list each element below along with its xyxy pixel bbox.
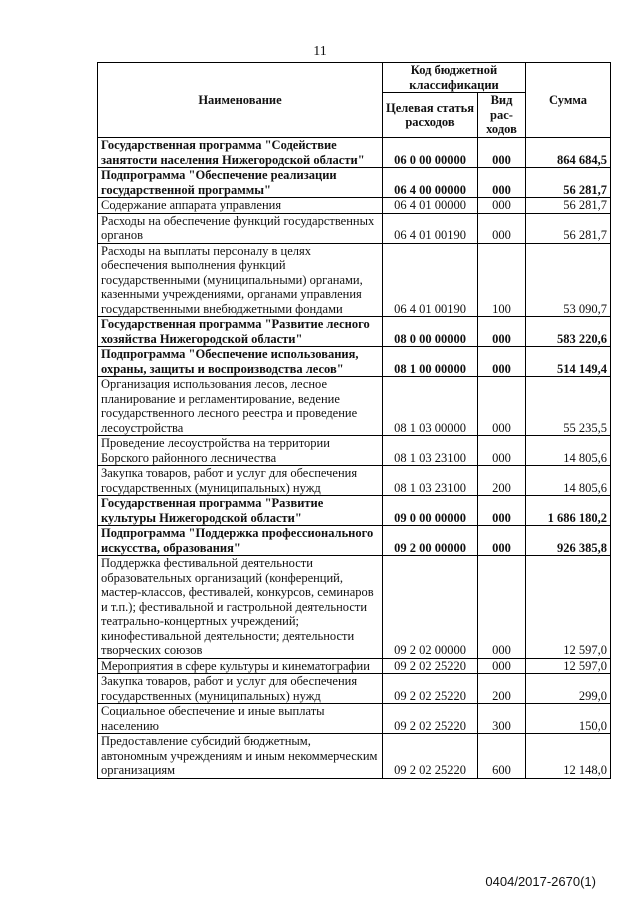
table-row: [98, 317, 611, 347]
row-sum: 583 220,6: [526, 317, 611, 347]
row-sum: 12 597,0: [526, 658, 611, 674]
row-name: Социальное обеспечение и иные выплаты населению: [98, 704, 383, 734]
row-name: Организация использования лесов, лесное планирование и регламентирование, ведение государственного лесного реестра и проведение лесоустройства: [98, 377, 383, 436]
row-target-article: 08 1 03 00000: [383, 377, 478, 436]
row-name: Закупка товаров, работ и услуг для обеспечения государственных (муниципальных) нужд: [98, 466, 383, 496]
row-sum: 299,0: [526, 674, 611, 704]
row-expense-kind: 000: [478, 377, 526, 436]
row-expense-kind: 000: [478, 496, 526, 526]
row-name: Государственная программа "Содействие занятости населения Нижегородской области": [98, 138, 383, 168]
row-expense-kind: 000: [478, 347, 526, 377]
row-name: Предоставление субсидий бюджетным, автономным учреждениям и иным некоммерческим организациям: [98, 734, 383, 779]
table-body: [98, 138, 611, 779]
budget-table: [97, 62, 611, 779]
header-sum: Сумма: [526, 63, 611, 138]
row-sum: 864 684,5: [526, 138, 611, 168]
row-name: Поддержка фестивальной деятельности образовательных организаций (конференций, мастер-классов, фестивалей, конкурсов, семинаров и т.п.); фестивальной и гастрольной деятельности театрально-концертных учреждений; кинофестивальной деятельности; деятельности творческих союзов: [98, 556, 383, 659]
row-target-article: 09 2 02 25220: [383, 658, 478, 674]
row-name: Содержание аппарата управления: [98, 198, 383, 214]
row-sum: 12 148,0: [526, 734, 611, 779]
row-name: Подпрограмма "Обеспечение использования, охраны, защиты и воспроизводства лесов": [98, 347, 383, 377]
document-code: 0404/2017-2670(1): [485, 874, 596, 889]
row-expense-kind: 200: [478, 674, 526, 704]
row-name: Государственная программа "Развитие лесного хозяйства Нижегородской области": [98, 317, 383, 347]
row-expense-kind: 100: [478, 243, 526, 317]
table-row: [98, 526, 611, 556]
row-name: Проведение лесоустройства на территории Борского районного лесничества: [98, 436, 383, 466]
table-row: [98, 213, 611, 243]
row-target-article: 06 4 01 00190: [383, 243, 478, 317]
row-expense-kind: 000: [478, 526, 526, 556]
row-target-article: 08 1 00 00000: [383, 347, 478, 377]
row-target-article: 09 2 02 25220: [383, 674, 478, 704]
header-target-article: Целевая статья расходов: [383, 93, 478, 138]
table-row: [98, 138, 611, 168]
table-row: [98, 658, 611, 674]
row-expense-kind: 000: [478, 138, 526, 168]
table-row: [98, 243, 611, 317]
page-number: 11: [313, 44, 327, 59]
row-name: Подпрограмма "Поддержка профессионального искусства, образования": [98, 526, 383, 556]
table-row: [98, 466, 611, 496]
row-sum: 56 281,7: [526, 198, 611, 214]
row-sum: 150,0: [526, 704, 611, 734]
row-sum: 56 281,7: [526, 213, 611, 243]
row-sum: 53 090,7: [526, 243, 611, 317]
table-row: [98, 436, 611, 466]
row-target-article: 06 4 00 00000: [383, 168, 478, 198]
row-expense-kind: 000: [478, 198, 526, 214]
row-target-article: 09 2 02 25220: [383, 704, 478, 734]
row-name: Расходы на обеспечение функций государственных органов: [98, 213, 383, 243]
row-expense-kind: 200: [478, 466, 526, 496]
row-name: Государственная программа "Развитие культуры Нижегородской области": [98, 496, 383, 526]
row-sum: 56 281,7: [526, 168, 611, 198]
row-target-article: 09 2 02 25220: [383, 734, 478, 779]
row-sum: 14 805,6: [526, 436, 611, 466]
header-expense-kind: Вид рас-ходов: [478, 93, 526, 138]
table-row: [98, 496, 611, 526]
table-row: [98, 556, 611, 659]
table-row: [98, 168, 611, 198]
table-row: [98, 347, 611, 377]
row-sum: 55 235,5: [526, 377, 611, 436]
row-expense-kind: 600: [478, 734, 526, 779]
row-expense-kind: 000: [478, 658, 526, 674]
table-row: [98, 704, 611, 734]
row-expense-kind: 300: [478, 704, 526, 734]
row-expense-kind: 000: [478, 213, 526, 243]
row-expense-kind: 000: [478, 436, 526, 466]
row-target-article: 06 4 01 00190: [383, 213, 478, 243]
row-target-article: 09 2 02 00000: [383, 556, 478, 659]
table-row: [98, 377, 611, 436]
header-code-group: Код бюджетной классификации: [383, 63, 526, 93]
row-target-article: 08 0 00 00000: [383, 317, 478, 347]
row-expense-kind: 000: [478, 317, 526, 347]
table-row: [98, 198, 611, 214]
row-target-article: 06 0 00 00000: [383, 138, 478, 168]
row-target-article: 09 2 00 00000: [383, 526, 478, 556]
header-name: Наименование: [98, 63, 383, 138]
row-target-article: 08 1 03 23100: [383, 436, 478, 466]
row-sum: 14 805,6: [526, 466, 611, 496]
row-target-article: 06 4 01 00000: [383, 198, 478, 214]
row-sum: 1 686 180,2: [526, 496, 611, 526]
row-target-article: 09 0 00 00000: [383, 496, 478, 526]
row-target-article: 08 1 03 23100: [383, 466, 478, 496]
row-name: Мероприятия в сфере культуры и кинематографии: [98, 658, 383, 674]
row-expense-kind: 000: [478, 556, 526, 659]
row-name: Расходы на выплаты персоналу в целях обеспечения выполнения функций государственными (муниципальными) органами, казенными учреждениями, органами управления государственными внебюджетными фондами: [98, 243, 383, 317]
row-name: Закупка товаров, работ и услуг для обеспечения государственных (муниципальных) нужд: [98, 674, 383, 704]
table-row: [98, 734, 611, 779]
table-row: [98, 674, 611, 704]
row-sum: 12 597,0: [526, 556, 611, 659]
row-sum: 514 149,4: [526, 347, 611, 377]
row-sum: 926 385,8: [526, 526, 611, 556]
row-expense-kind: 000: [478, 168, 526, 198]
row-name: Подпрограмма "Обеспечение реализации государственной программы": [98, 168, 383, 198]
